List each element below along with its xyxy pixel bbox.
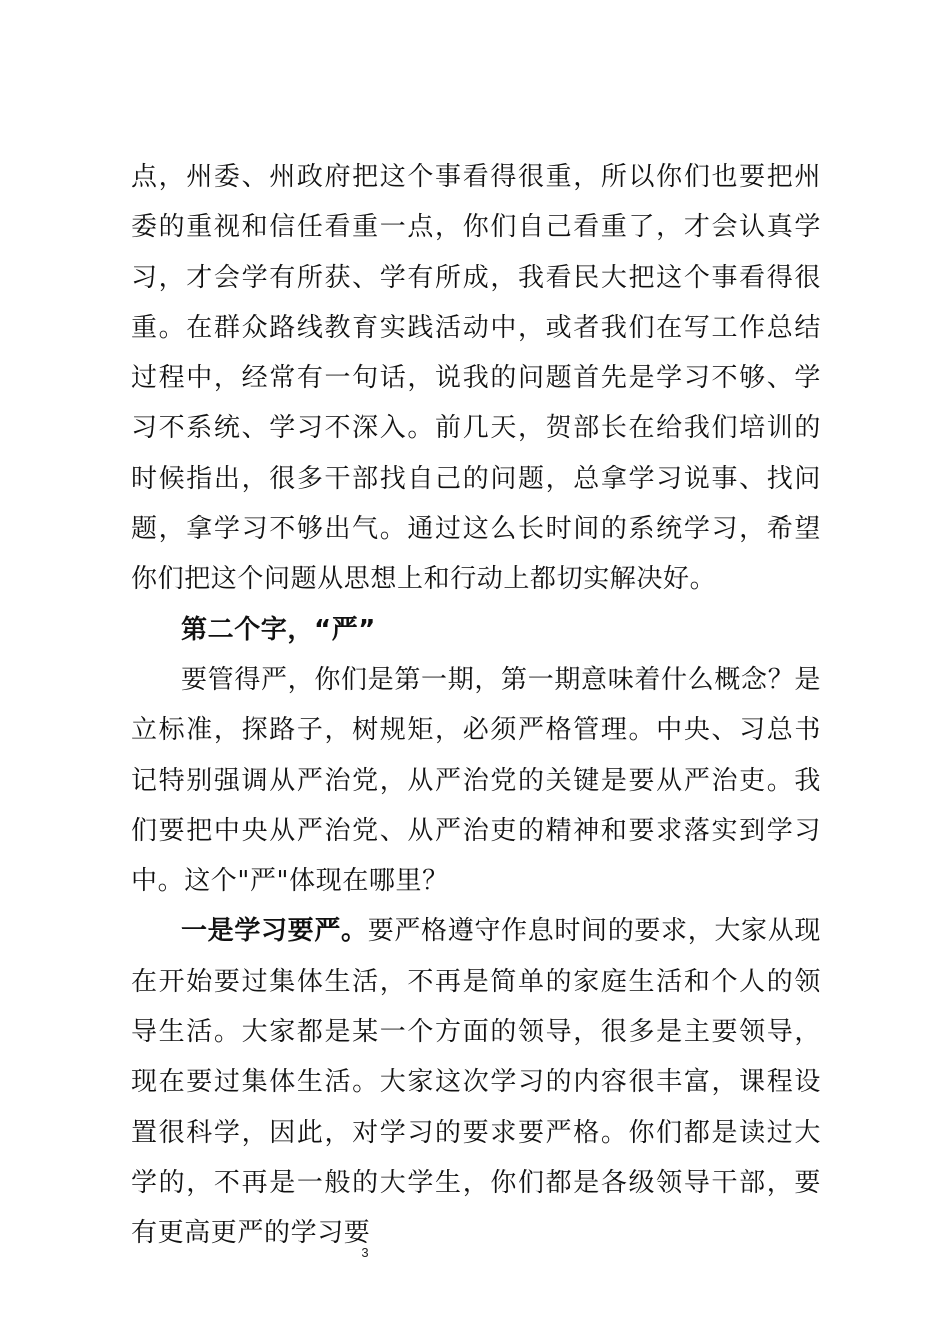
- section-heading: 第二个字，“严”: [181, 614, 376, 645]
- paragraph: 要管得严，你们是第一期，第一期意味着什么概念？是立标准，探路子，树规矩，必须严格管理。中央、习总书记特别强调从严治党，从严治党的关键是要从严治吏。我们要把中央从严治党、从严治吏的精神和要求落实到学习中。这个"严"体现在哪里？: [131, 664, 821, 897]
- paragraph-continued: 点，州委、州政府把这个事看得很重，所以你们也要把州委的重视和信任看重一点，你们自己看重了，才会认真学习，才会学有所获、学有所成，我看民大把这个事看得很重。在群众路线教育实践活动中，或者我们在写工作总结过程中，经常有一句话，说我的问题首先是学习不够、学习不系统、学习不深入。前几天，贺部长在给我们培训的时候指出，很多干部找自己的问题，总拿学习说事、找问题，拿学习不够出气。通过这么长时间的系统学习，希望你们把这个问题从思想上和行动上都切实解决好。: [131, 162, 821, 595]
- page-number: 3: [361, 1245, 369, 1260]
- document-body: [131, 152, 821, 1259]
- paragraph-lead: 一是学习要严。: [181, 916, 368, 947]
- paragraph-text: 要严格遵守作息时间的要求，大家从现在开始要过集体生活，不再是简单的家庭生活和个人的领导生活。大家都是某一个方面的领导，很多是主要领导，现在要过集体生活。大家这次学习的内容很丰富，课程设置很科学，因此，对学习的要求要严格。你们都是读过大学的，不再是一般的大学生，你们都是各级领导干部，要有更高更严的学习要: [131, 916, 821, 1249]
- paragraph-with-lead: [131, 906, 821, 1258]
